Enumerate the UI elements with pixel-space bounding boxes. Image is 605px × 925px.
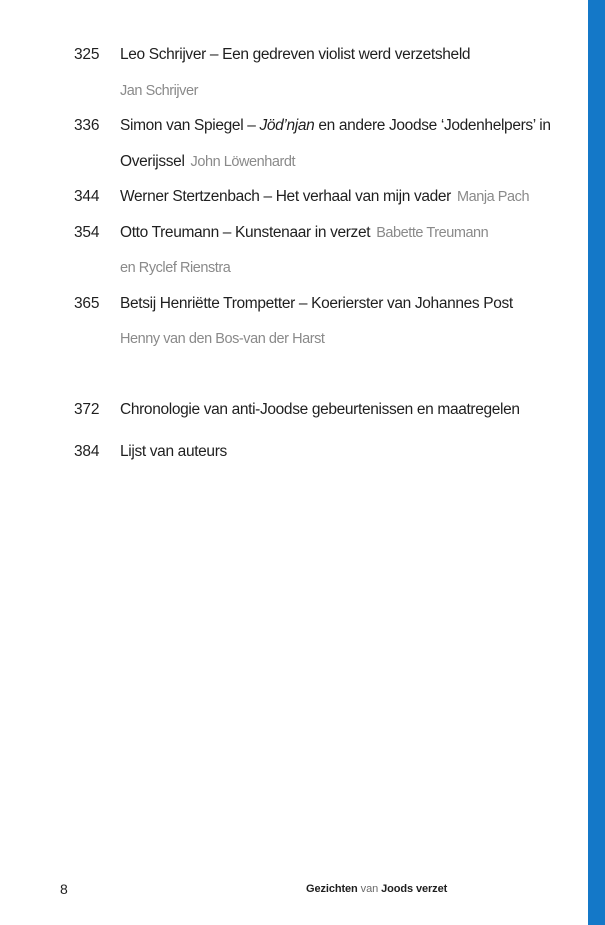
entry-author: John Löwenhardt — [190, 154, 296, 170]
toc-entry — [0, 116, 588, 152]
toc-entry-title — [120, 294, 513, 314]
toc-page-number: 354 — [74, 224, 100, 241]
entry-title: Leo Schrijver – Een gedreven violist werd verzetsheld — [120, 46, 471, 63]
entry-author: Babette Treumann — [376, 225, 489, 241]
footer-title-part: Joods verzet — [381, 883, 448, 895]
toc-entry-author-line — [0, 81, 588, 117]
toc-entry-title — [120, 400, 520, 420]
footer-book-title — [306, 882, 447, 896]
toc-page-number: 344 — [74, 188, 100, 205]
entry-title-part: Simon van Spiegel – — [120, 117, 260, 134]
entry-author: Manja Pach — [456, 189, 530, 205]
toc-entry — [0, 442, 588, 478]
author-line — [120, 329, 324, 349]
toc-entry-author-line — [0, 258, 588, 294]
toc-entry — [0, 400, 588, 436]
toc-entry-title — [120, 116, 551, 136]
entry-title: Betsij Henriëtte Trompetter – Koerierster van Johannes Post — [120, 295, 513, 312]
footer-title-part: Gezichten — [306, 883, 358, 895]
toc-entry-author-line — [0, 329, 588, 365]
toc-entry — [0, 223, 588, 259]
entry-author-continued: en Ryclef Rienstra — [120, 260, 231, 276]
entry-title: Werner Stertzenbach – Het verhaal van mijn vader — [120, 188, 451, 205]
author-line — [120, 258, 230, 278]
toc-page-number: 365 — [74, 295, 100, 312]
entry-title: Lijst van auteurs — [120, 443, 227, 460]
toc-entry — [0, 45, 588, 81]
entry-author: Jan Schrijver — [120, 83, 198, 99]
footer-page-number: 8 — [60, 881, 68, 897]
entry-title-part: Overijssel — [120, 153, 185, 170]
toc-page-number: 325 — [74, 46, 100, 63]
toc-entry-title — [120, 442, 227, 462]
author-line — [120, 81, 198, 101]
toc-entry-title — [120, 187, 529, 207]
entry-title: Otto Treumann – Kunstenaar in verzet — [120, 224, 371, 241]
toc-page-number: 384 — [74, 443, 100, 460]
toc-entry-title-line2 — [120, 152, 295, 172]
toc-page-number: 336 — [74, 117, 100, 134]
toc-entry-title — [120, 45, 470, 65]
toc-entry — [0, 294, 588, 330]
toc-entry — [0, 187, 588, 223]
entry-title: Chronologie van anti-Joodse gebeurtenissen en maatregelen — [120, 401, 520, 418]
entry-title-part: en andere Joodse ‘Jodenhelpers’ in — [314, 117, 551, 134]
toc-page-number: 372 — [74, 401, 100, 418]
entry-author: Henny van den Bos-van der Harst — [120, 331, 325, 347]
toc-entry-title — [120, 223, 488, 243]
footer-title-part: van — [360, 883, 379, 895]
entry-title-italic: Jöd’njan — [259, 117, 315, 134]
toc-entry-continuation — [0, 152, 588, 188]
blue-side-bar — [588, 0, 605, 925]
